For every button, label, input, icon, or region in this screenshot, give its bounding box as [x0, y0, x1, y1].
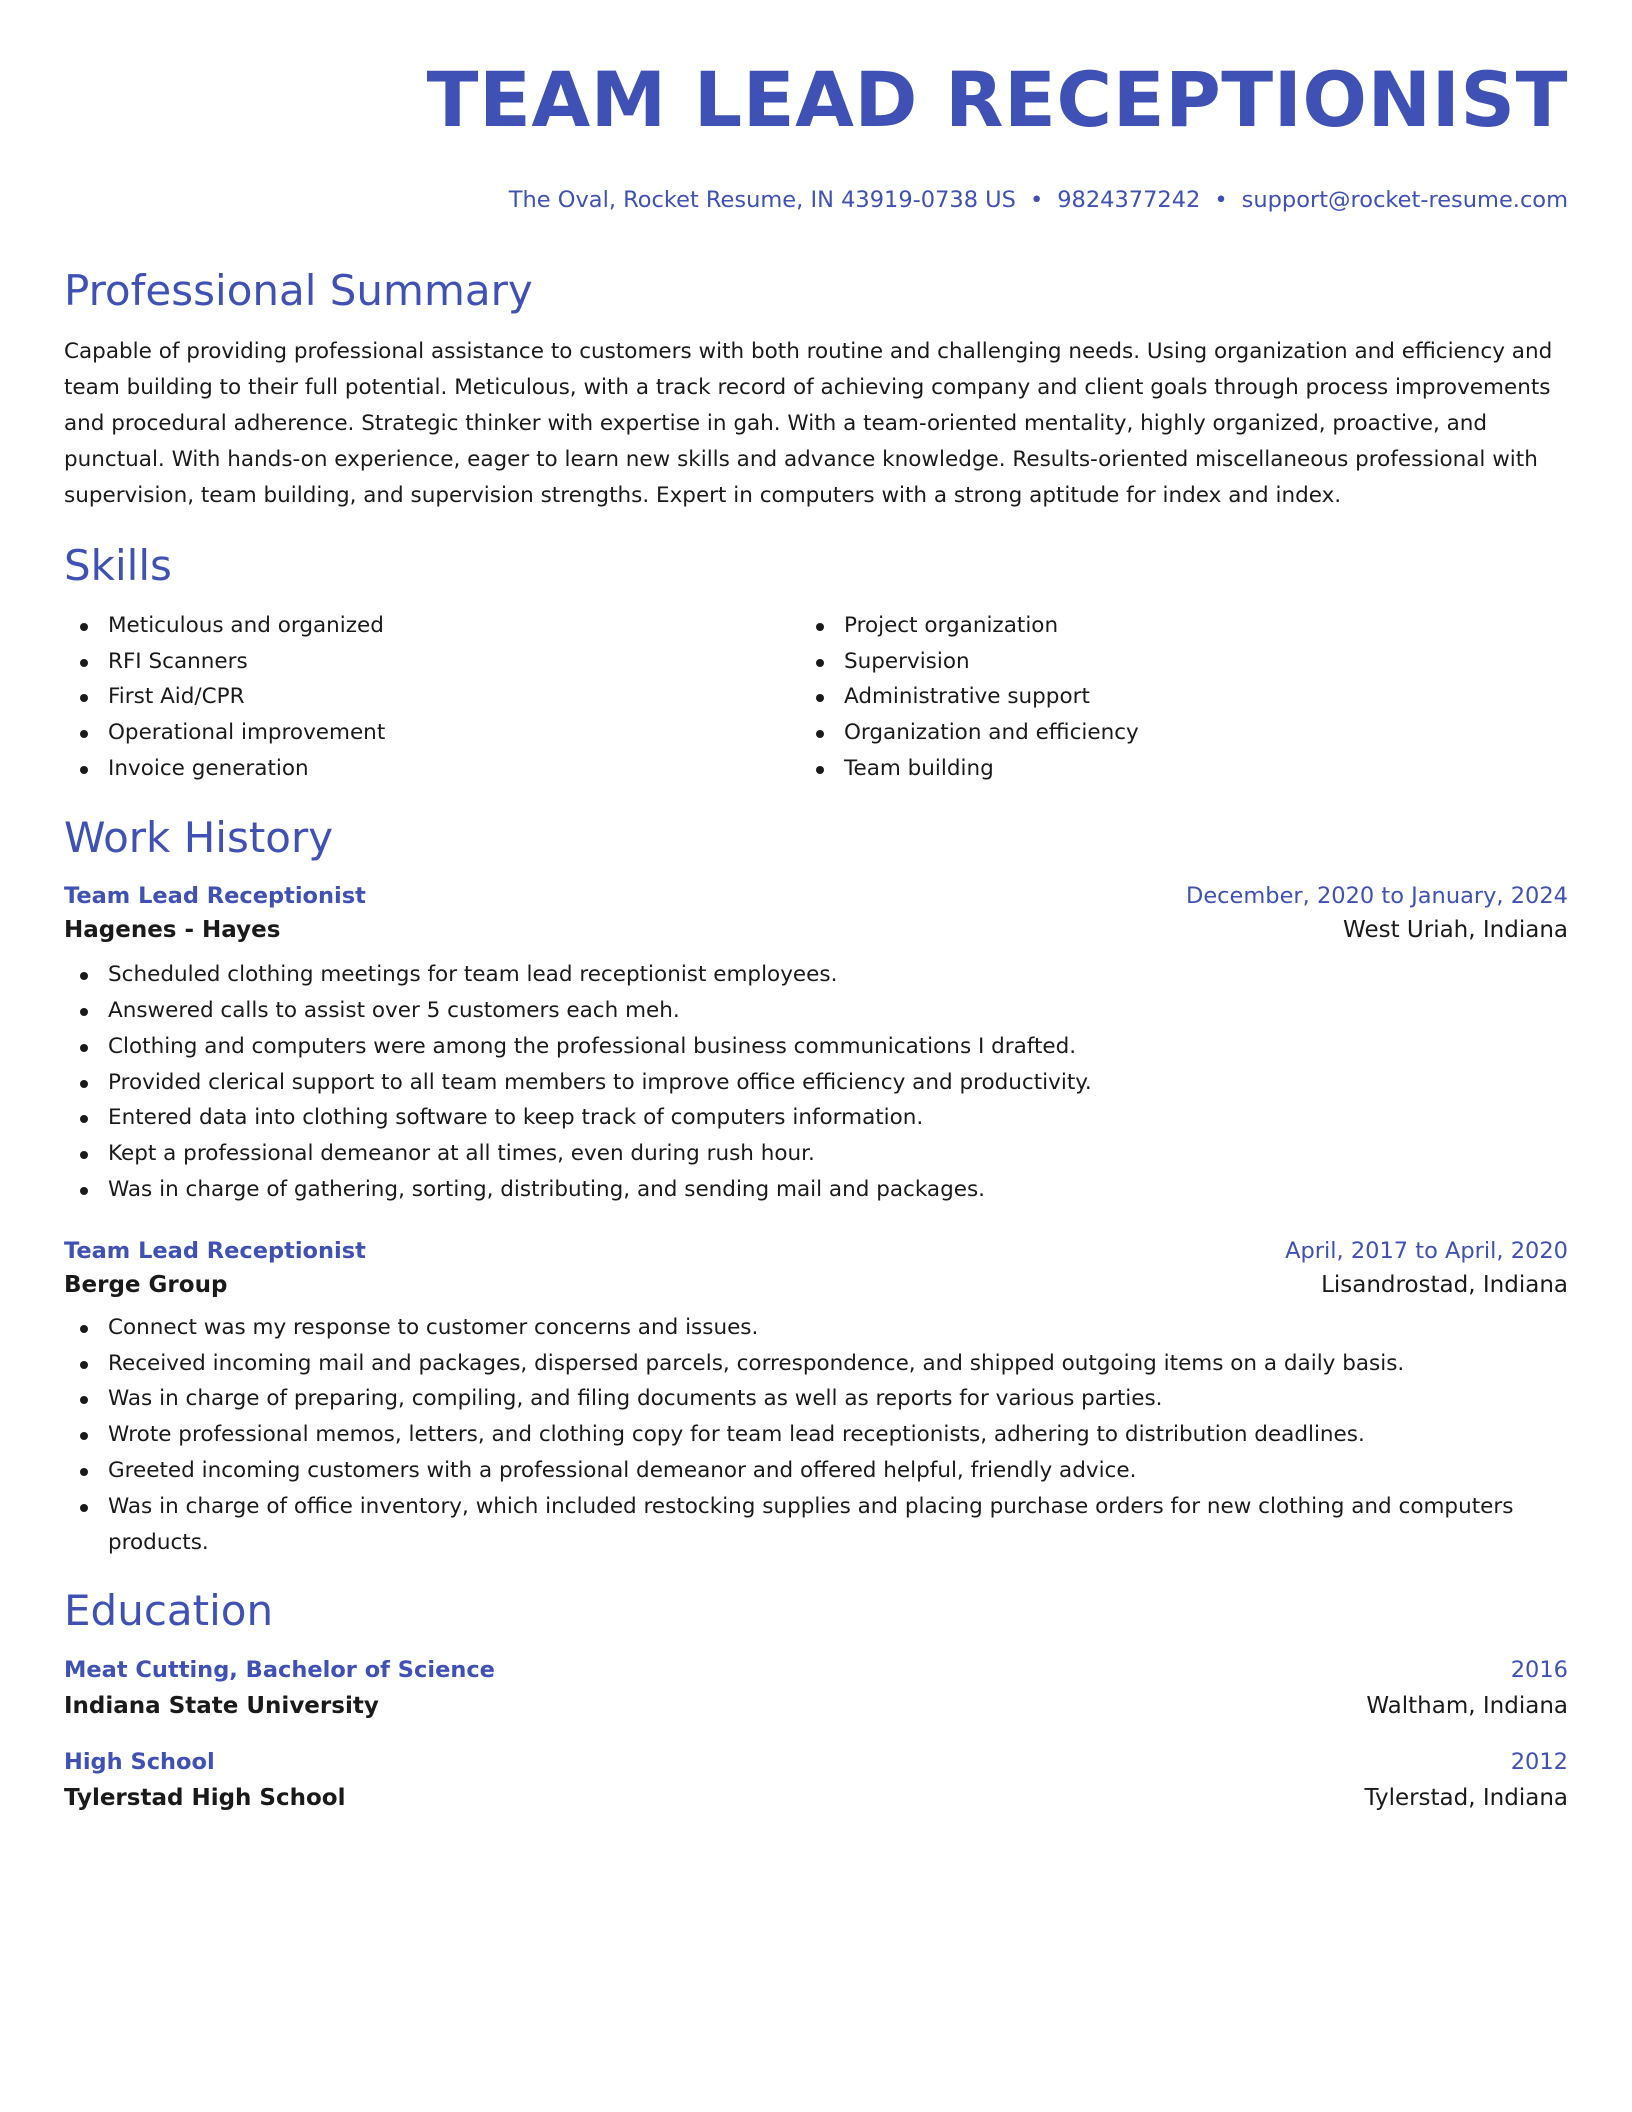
contact-phone[interactable]: 9824377242 — [1057, 187, 1201, 213]
skills-heading: Skills — [64, 541, 172, 591]
job-title: Team Lead Receptionist — [64, 883, 366, 910]
duty-item: Kept a professional demeanor at all times, even during rush hour. — [64, 1136, 1568, 1172]
duty-item: Answered calls to assist over 5 customers each meh. — [64, 993, 1568, 1029]
duty-item: Scheduled clothing meetings for team lead receptionist employees. — [64, 957, 1568, 993]
duty-item: Was in charge of office inventory, which included restocking supplies and placing purchase orders for new clothing and computers products. — [64, 1489, 1568, 1561]
education-entry — [64, 1749, 1568, 1811]
education-school: Indiana State University — [64, 1692, 379, 1719]
duty-item: Connect was my response to customer concerns and issues. — [64, 1310, 1568, 1346]
job-entry — [64, 883, 1568, 1208]
job-location: West Uriah, Indiana — [1343, 917, 1568, 944]
education-location: Tylerstad, Indiana — [1364, 1784, 1568, 1811]
summary-text: Capable of providing professional assistance to customers with both routine and challenging needs. Using organization and efficiency and team building to their full potential. Meticulous, with a track record of achieving company and client goals through process improvements and procedural adherence. Strategic thinker with expertise in gah. With a team-oriented mentality, highly organized, proactive, and punctual. With hands-on experience, eager to learn new skills and advance knowledge. Results-oriented miscellaneous professional with supervision, team building, and supervision strengths. Expert in computers with a strong aptitude for index and index. — [64, 339, 1553, 508]
education-degree: High School — [64, 1748, 215, 1775]
education-school: Tylerstad High School — [64, 1784, 346, 1811]
job-entry — [64, 1238, 1568, 1561]
skill-item: Operational improvement — [64, 715, 800, 751]
education-year: 2016 — [1510, 1656, 1568, 1683]
duty-item: Entered data into clothing software to keep track of computers information. — [64, 1100, 1568, 1136]
duty-item: Greeted incoming customers with a professional demeanor and offered helpful, friendly advice. — [64, 1453, 1568, 1489]
resume-title: TEAM LEAD RECEPTIONIST — [426, 55, 1568, 144]
job-duties — [64, 957, 1568, 1208]
education-school-row — [64, 1785, 1568, 1811]
skill-item: Meticulous and organized — [64, 608, 800, 644]
education-entry — [64, 1657, 1568, 1719]
duty-item: Received incoming mail and packages, dispersed parcels, correspondence, and shipped outgoing items on a daily basis. — [64, 1346, 1568, 1382]
duty-item: Wrote professional memos, letters, and clothing copy for team lead receptionists, adhering to distribution deadlines. — [64, 1417, 1568, 1453]
education-school-row — [64, 1693, 1568, 1719]
education-heading: Education — [64, 1586, 274, 1636]
contact-email[interactable]: support@rocket-resume.com — [1241, 187, 1568, 213]
job-location: Lisandrostad, Indiana — [1321, 1271, 1568, 1298]
contact-separator: • — [1214, 187, 1228, 213]
skill-item: Team building — [800, 751, 1536, 787]
contact-line — [64, 187, 1568, 214]
education-degree: Meat Cutting, Bachelor of Science — [64, 1656, 495, 1683]
education-header-row — [64, 1749, 1568, 1775]
job-header-row — [64, 1238, 1568, 1264]
education-year: 2012 — [1510, 1748, 1568, 1775]
skills-list — [64, 608, 1568, 787]
contact-separator: • — [1029, 187, 1044, 213]
job-title: Team Lead Receptionist — [64, 1237, 366, 1264]
education-location: Waltham, Indiana — [1366, 1692, 1568, 1719]
job-dates: December, 2020 to January, 2024 — [1186, 883, 1568, 910]
job-header-row — [64, 883, 1568, 909]
job-dates: April, 2017 to April, 2020 — [1285, 1237, 1568, 1264]
duty-item: Clothing and computers were among the professional business communications I drafted. — [64, 1029, 1568, 1065]
job-company-row — [64, 1272, 1568, 1298]
skill-item: First Aid/CPR — [64, 679, 800, 715]
skills-column-left — [64, 608, 800, 787]
skill-item: Project organization — [800, 608, 1536, 644]
skills-column-right — [800, 608, 1536, 787]
job-company: Hagenes - Hayes — [64, 917, 281, 944]
job-company: Berge Group — [64, 1271, 228, 1298]
job-duties — [64, 1310, 1568, 1561]
duty-item: Was in charge of preparing, compiling, and filing documents as well as reports for various parties. — [64, 1381, 1568, 1417]
job-company-row — [64, 917, 1568, 943]
duty-item: Was in charge of gathering, sorting, distributing, and sending mail and packages. — [64, 1172, 1568, 1208]
duty-item: Provided clerical support to all team members to improve office efficiency and productivity. — [64, 1065, 1568, 1101]
skill-item: Invoice generation — [64, 751, 800, 787]
work-history-heading: Work History — [64, 812, 334, 862]
skill-item: RFI Scanners — [64, 644, 800, 680]
skill-item: Supervision — [800, 644, 1536, 680]
skill-item: Organization and efficiency — [800, 715, 1536, 751]
education-header-row — [64, 1657, 1568, 1683]
summary-heading: Professional Summary — [64, 266, 533, 315]
contact-address: The Oval, Rocket Resume, IN 43919-0738 US — [508, 187, 1016, 213]
skill-item: Administrative support — [800, 679, 1536, 715]
